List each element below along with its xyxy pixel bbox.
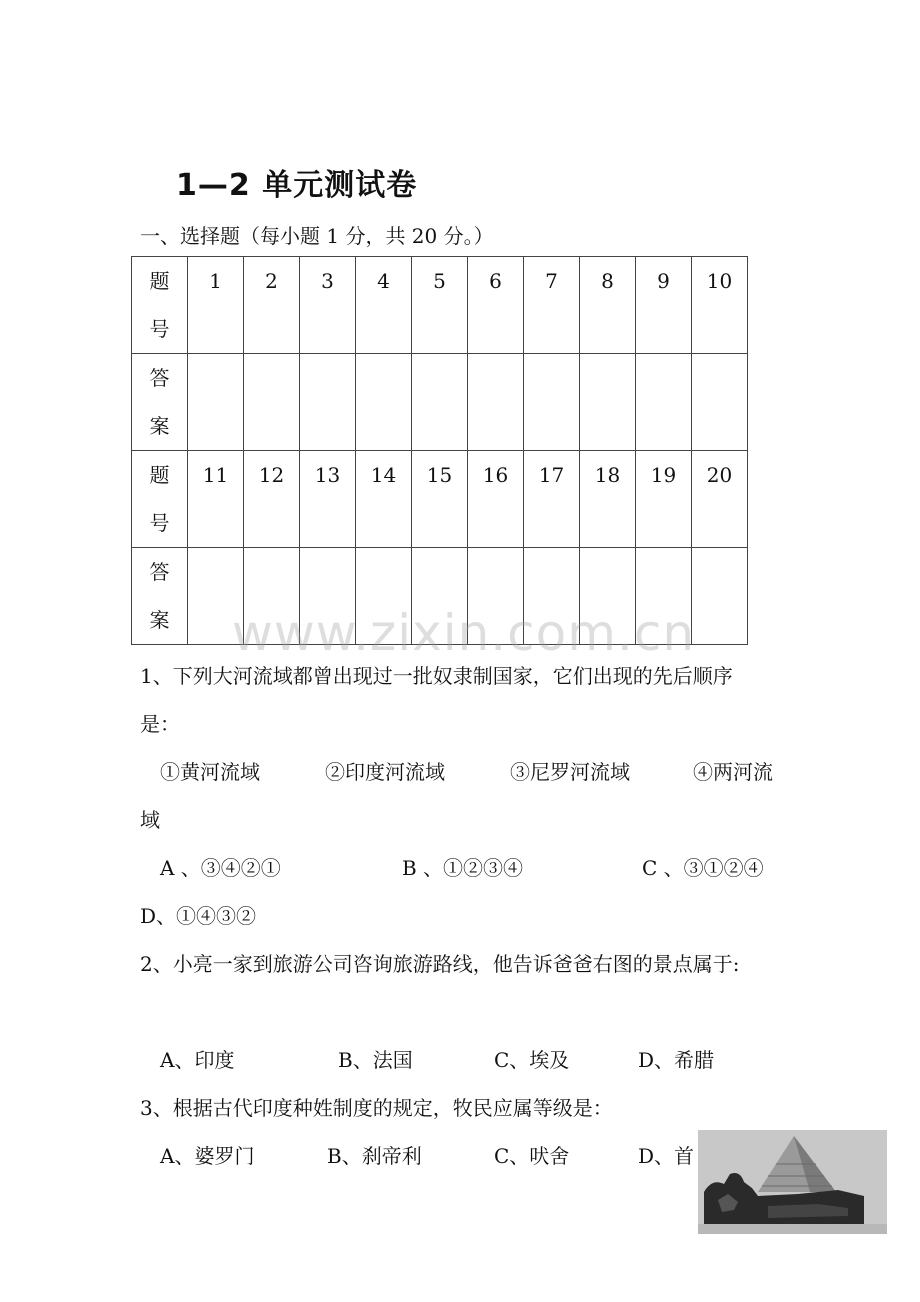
answer-cell[interactable] [692,354,748,451]
question-number-cell: 2 [244,257,300,354]
question-1-stem-cont: 是： [140,712,180,736]
answer-cell[interactable] [580,354,636,451]
question-2-option-c[interactable]: C、埃及 [494,1048,570,1072]
answer-cell[interactable] [692,548,748,645]
answer-cell[interactable] [356,354,412,451]
answer-table [131,256,748,645]
question-1-item: ④两河流 [693,760,773,784]
answer-cell[interactable] [524,354,580,451]
question-1-option-c[interactable]: C 、③①②④ [642,856,764,880]
question-2-stem: 2、小亮一家到旅游公司咨询旅游路线，他告诉爸爸右图的景点属于: [140,952,740,976]
question-number-cell: 19 [636,451,692,548]
question-number-cell: 20 [692,451,748,548]
row-label-number: 题 号 [132,451,188,548]
question-number-cell: 15 [412,451,468,548]
question-1-item: ②印度河流域 [325,760,445,784]
question-1-item-wrap: 域 [140,808,160,832]
answer-cell[interactable] [636,354,692,451]
question-3-option-a[interactable]: A、婆罗门 [160,1144,255,1168]
table-row-number-1 [132,257,748,354]
question-number-cell: 13 [300,451,356,548]
question-number-cell: 4 [356,257,412,354]
question-1-item: ①黄河流域 [160,760,260,784]
answer-cell[interactable] [412,354,468,451]
question-number-cell: 11 [188,451,244,548]
answer-cell[interactable] [468,354,524,451]
question-number-cell: 9 [636,257,692,354]
answer-cell[interactable] [300,354,356,451]
question-3-stem: 3、根据古代印度种姓制度的规定，牧民应属等级是： [140,1096,613,1120]
question-number-cell: 5 [412,257,468,354]
question-number-cell: 7 [524,257,580,354]
question-2-option-b[interactable]: B、法国 [338,1048,413,1072]
row-label-number: 题 号 [132,257,188,354]
section-heading: 一、选择题（每小题 1 分，共 20 分。） [140,224,494,248]
watermark: www.zixin.com.cn [232,604,696,662]
question-number-cell: 3 [300,257,356,354]
row-label-answer: 答 案 [132,354,188,451]
table-row-number-2 [132,451,748,548]
question-1-item: ③尼罗河流域 [510,760,630,784]
question-2-option-a[interactable]: A、印度 [160,1048,235,1072]
question-3-option-b[interactable]: B、刹帝利 [327,1144,422,1168]
question-number-cell: 16 [468,451,524,548]
sphinx-pyramid-photo [698,1130,887,1234]
page-title: 1—2 单元测试卷 [176,168,418,203]
question-number-cell: 12 [244,451,300,548]
question-number-cell: 6 [468,257,524,354]
question-1-option-d[interactable]: D、①④③② [140,904,257,928]
question-number-cell: 10 [692,257,748,354]
answer-cell[interactable] [188,354,244,451]
question-1-option-b[interactable]: B 、①②③④ [402,856,524,880]
question-number-cell: 17 [524,451,580,548]
row-label-answer: 答 案 [132,548,188,645]
question-number-cell: 14 [356,451,412,548]
question-number-cell: 18 [580,451,636,548]
question-3-option-c[interactable]: C、吠舍 [494,1144,570,1168]
question-number-cell: 1 [188,257,244,354]
question-1-option-a[interactable]: A 、③④②① [160,856,281,880]
question-number-cell: 8 [580,257,636,354]
question-1-stem: 1、下列大河流域都曾出现过一批奴隶制国家，它们出现的先后顺序 [140,664,733,688]
answer-cell[interactable] [244,354,300,451]
question-3-option-d[interactable]: D、首 [638,1144,695,1168]
table-row-answer-1 [132,354,748,451]
question-2-option-d[interactable]: D、希腊 [638,1048,715,1072]
